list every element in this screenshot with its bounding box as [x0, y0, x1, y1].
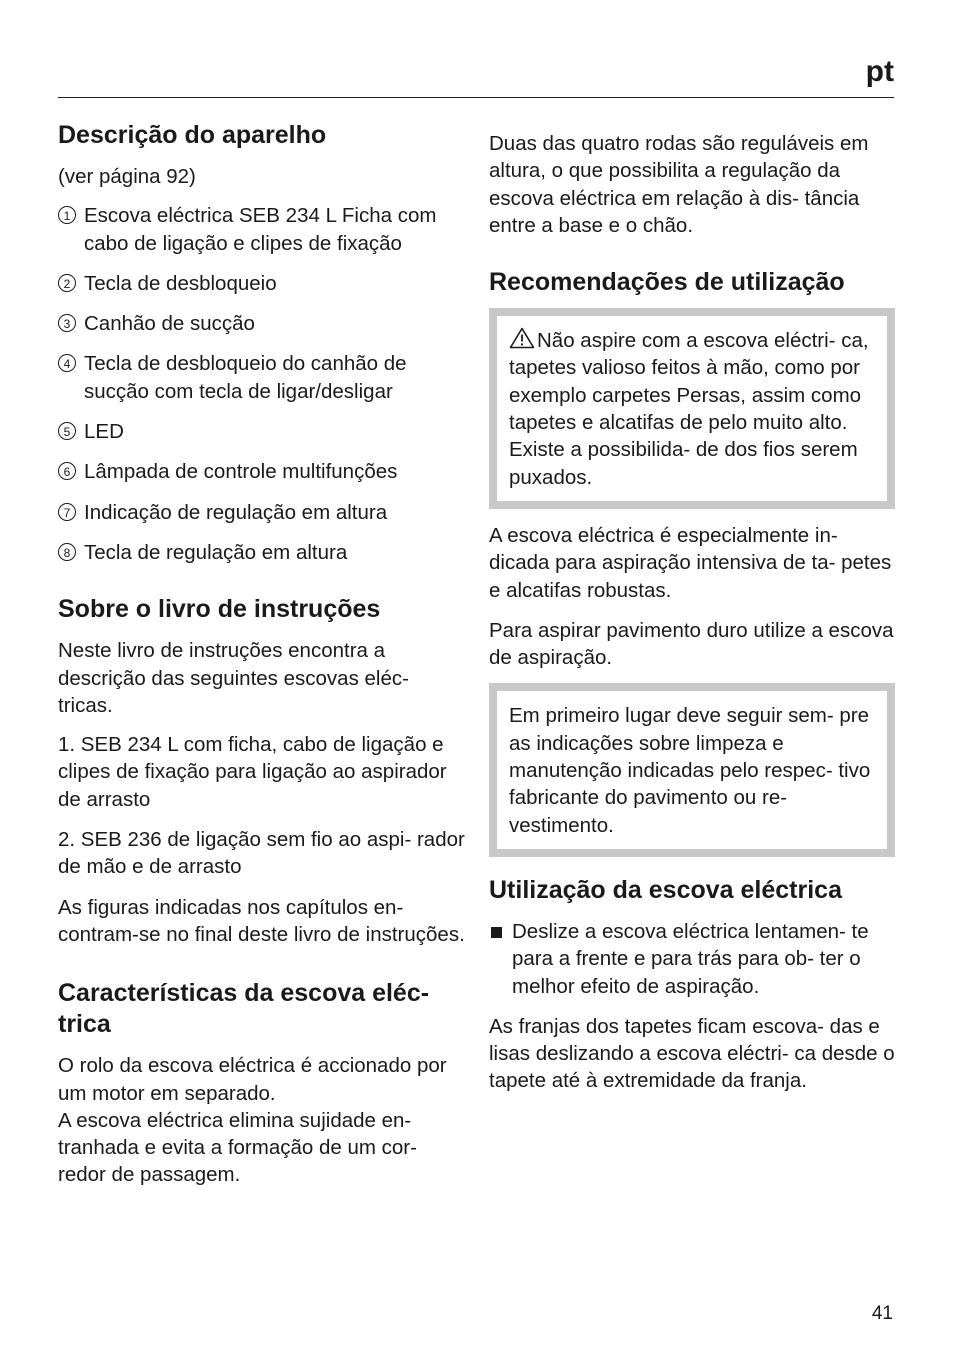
paragraph: 2. SEB 236 de ligação sem fio ao aspi- rador de mão e de arrasto [58, 828, 465, 879]
page-reference: (ver página 92) [58, 165, 196, 188]
list-item-text: Tecla de desbloqueio do canhão de sucção com tecla de ligar/desligar [84, 352, 407, 403]
header-rule [58, 97, 894, 98]
list-item [58, 270, 468, 297]
paragraph: Neste livro de instruções encontra a descrição das seguintes escovas eléc- tricas. [58, 639, 409, 717]
heading-line: Características da escova eléc- [58, 979, 430, 1008]
circled-number: 4 [58, 354, 76, 372]
circled-number: 6 [58, 462, 76, 480]
circled-number: 7 [58, 503, 76, 521]
instruction-list [489, 918, 895, 1000]
heading-using-brush: Utilização da escova eléctrica [489, 875, 842, 904]
list-item-text: Canhão de sucção [84, 312, 255, 336]
warning-box [489, 308, 895, 509]
list-item-text: Indicação de regulação em altura [84, 500, 388, 524]
left-column [58, 120, 468, 1189]
circled-number: 8 [58, 543, 76, 561]
list-item-text: Tecla de desbloqueio [84, 271, 277, 295]
list-item-text: Deslize a escova eléctrica lentamen- te para a frente e para trás para ob- ter o melhor efeito de aspiração. [512, 919, 869, 998]
paragraph: A escova eléctrica elimina sujidade en- tranhada e evita a formação de um cor- redor de passagem. [58, 1108, 417, 1187]
circled-number: 2 [58, 274, 76, 292]
square-bullet-icon [491, 927, 502, 938]
warning-icon [509, 327, 535, 349]
parts-list [58, 202, 468, 566]
list-item-text: Tecla de regulação em altura [84, 540, 348, 564]
list-item [489, 918, 895, 1000]
heading-usage-recommendations: Recomendações de utilização [489, 268, 845, 297]
note-box [489, 683, 895, 856]
list-item [58, 499, 468, 526]
circled-number: 3 [58, 314, 76, 332]
list-item [58, 458, 468, 485]
list-item-text: Lâmpada de controle multifunções [84, 460, 398, 484]
paragraph: As franjas dos tapetes ficam escova- das e lisas deslizando a escova eléctri- ca desde o tapete até à extremidade da franja. [489, 1014, 895, 1093]
circled-number: 1 [58, 206, 76, 224]
paragraph: Para aspirar pavimento duro utilize a escova de aspiração. [489, 618, 894, 670]
paragraph: As figuras indicadas nos capítulos en- contram-se no final deste livro de instruções. [58, 895, 465, 946]
page-number: 41 [871, 1303, 893, 1324]
heading-line: trica [58, 1010, 111, 1039]
heading-about-manual: Sobre o livro de instruções [58, 595, 381, 624]
note-text: Em primeiro lugar deve seguir sem- pre as indicações sobre limpeza e manutenção indicadas pelo respec- tivo fabricante do pavimento ou re- vestimento. [509, 704, 871, 837]
list-item-text: Escova eléctrica SEB 234 L Ficha com cabo de ligação e clipes de fixação [84, 204, 437, 255]
heading-device-description: Descrição do aparelho [58, 121, 327, 149]
list-item-text: LED [84, 420, 124, 444]
list-item [58, 202, 468, 257]
list-item [58, 310, 468, 337]
list-item [58, 350, 468, 405]
warning-text [509, 327, 873, 491]
paragraph: O rolo da escova eléctrica é accionado por um motor em separado. [58, 1054, 447, 1105]
paragraph: 1. SEB 234 L com ficha, cabo de ligação e clipes de fixação para ligação ao aspirador de arrasto [58, 733, 447, 811]
language-code: pt [865, 55, 894, 88]
warning-message: Não aspire com a escova eléctri- ca, tapetes valioso feitos à mão, como por exemplo carpetes Persas, assim como tapetes e alcatifas de pelo muito alto. Existe a possibilida- de dos fios serem puxados. [509, 329, 869, 489]
heading-brush-features [58, 978, 468, 1040]
list-item [58, 418, 468, 445]
list-item [58, 539, 468, 566]
circled-number: 5 [58, 422, 76, 440]
right-column [489, 120, 895, 1095]
paragraph: A escova eléctrica é especialmente in- dicada para aspiração intensiva de ta- petes e alcatifas robustas. [489, 523, 892, 602]
paragraph: Duas das quatro rodas são reguláveis em altura, o que possibilita a regulação da escova eléctrica em relação à dis- tância entre a base e o chão. [489, 132, 869, 237]
